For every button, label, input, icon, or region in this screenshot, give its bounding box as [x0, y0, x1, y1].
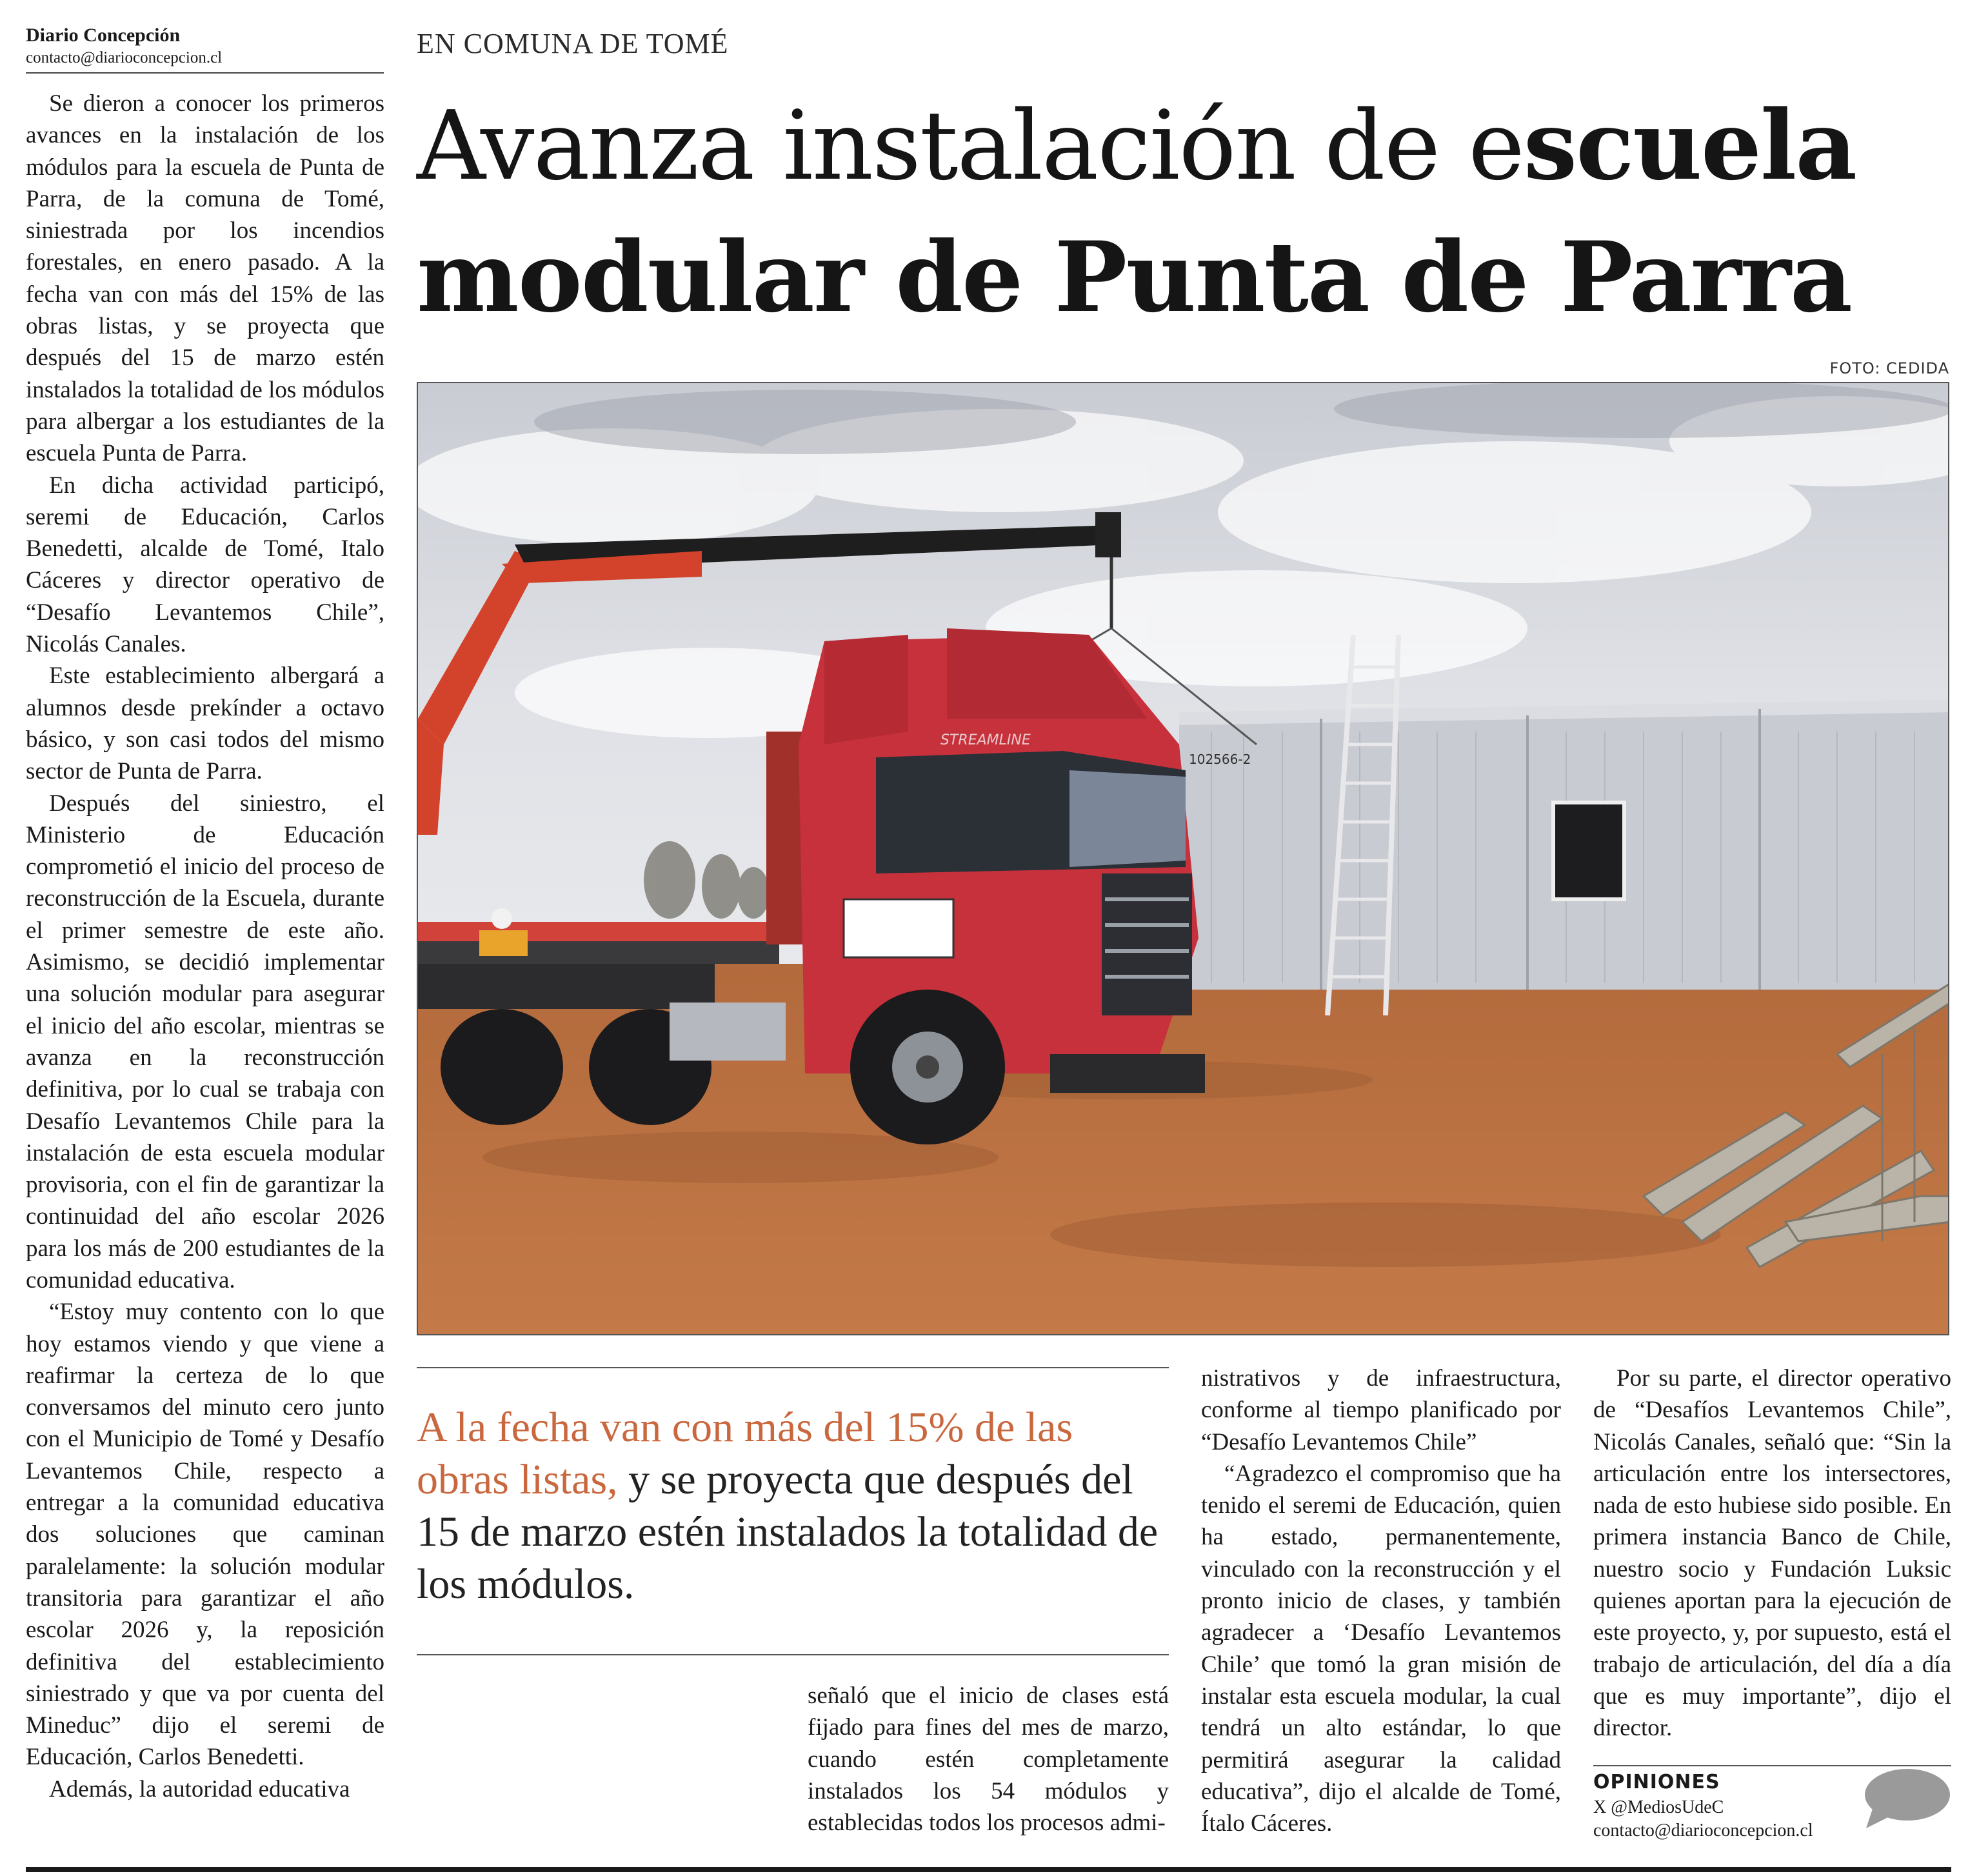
opinions-email[interactable]: contacto@diarioconcepcion.cl [1593, 1821, 1813, 1841]
paragraph: Este establecimiento albergará a alumnos desde prekínder a octavo básico, y son casi todos del mismo sector de Punta de Parra. [26, 663, 384, 785]
publication-name: Diario Concepción [26, 25, 181, 46]
page-footer-rule [26, 1867, 1951, 1872]
truck-brand-label: STREAMLINE [940, 732, 1031, 748]
opinions-title: OPINIONES [1593, 1771, 1720, 1793]
photo-illustration [418, 383, 1949, 1335]
paragraph: nistrativos y de infraestructura, conforme al tiempo planificado por “Desafío Levantemos Chile” [1201, 1365, 1561, 1455]
paragraph: Después del siniestro, el Ministerio de Educación comprometió el inicio del proceso de reconstrucción de la Escuela, durante el primer semestre de este año. Asimismo, se decidió implementar una solución modular para asegurar el inicio del año escolar, mientras se avanza en la reconstrucción definitiva, por lo cual se trabaja con Desafío Levantemos Chile para la instalación de esta escuela modular provisoria, con el fin de garantizar la continuidad del año escolar 2026 para los más de 200 estudiantes de la comunidad educativa. [26, 790, 384, 1293]
speech-bubble-icon [1861, 1766, 1951, 1831]
article-photo [417, 382, 1949, 1335]
pullquote-rule-top [417, 1367, 1169, 1368]
headline-line-1 [417, 90, 1856, 201]
truck-door-label: JGZB-69 [857, 910, 932, 930]
article-body-left-column [26, 88, 384, 1805]
article-body-right-column-1 [1201, 1362, 1561, 1839]
photo-credit: FOTO: CEDIDA [1829, 359, 1949, 377]
pullquote-rule-bottom [417, 1654, 1169, 1655]
masthead-divider [26, 72, 384, 74]
pullquote [417, 1401, 1169, 1610]
article-body-right-column-2 [1593, 1362, 1951, 1744]
paragraph: señaló que el inicio de clases está fijado para fines del mes de marzo, cuando estén completamente instalados los 54 módulos y establecidas todos los procesos admi- [808, 1682, 1169, 1837]
article-kicker: EN COMUNA DE TOMÉ [417, 28, 729, 59]
headline-line-1-bold: scuela [1523, 89, 1856, 201]
publication-email: contacto@diarioconcepcion.cl [26, 49, 223, 66]
headline-line-2: modular de Punta de Parra [417, 221, 1852, 334]
pullquote-rest: y se proyecta que después del 15 de marzo estén instalados la totalidad de los módulos. [417, 1456, 1159, 1608]
paragraph: “Estoy muy contento con lo que hoy estamos viendo y que viene a reafirmar la certeza de lo que conversamos del minuto cero junto con el Municipio de Tomé y Desafío Levantemos Chile, respecto a entregar a la comunidad educativa dos soluciones que caminan paralelamente: la solución modular transitoria para garantizar el año escolar 2026 y, la reposición definitiva del establecimiento siniestrado y que va por cuenta del Mineduc” dijo el seremi de Educación, Carlos Benedetti. [26, 1299, 384, 1771]
opinions-handle[interactable]: X @MediosUdeC [1593, 1797, 1724, 1817]
paragraph: Además, la autoridad educativa [49, 1775, 350, 1802]
module-window [1553, 803, 1624, 899]
headline-line-1-light: Avanza instalación de e [417, 90, 1524, 201]
modular-classrooms [1179, 699, 1949, 990]
module-label: 102566-2 [1189, 752, 1251, 767]
paragraph: Por su parte, el director operativo de “Desafíos Levantemos Chile”, Nicolás Canales, señaló que: “Sin la articulación entre los intersectores, nada de esto hubiese sido posible. En primera instancia Banco de Chile, nuestro socio y Fundación Luksic quienes aportan para la ejecución de este proyecto, y, por supuesto, está el trabajo de articulación, del día a día que es muy importante”, dijo el director. [1593, 1365, 1951, 1742]
pullquote-accent: A la fecha van con más del 15% de las obras listas, [417, 1404, 1073, 1503]
paragraph: “Agradezco el compromiso que ha tenido el seremi de Educación, quien ha estado, permanentemente, vinculado con la reconstrucción y el pronto inicio de clases, y también agradecer a ‘Desafío Levantemos Chile’ que tomó la gran misión de instalar esta escuela modular, la cual tendrá un alto estándar, lo que permitirá asegurar la calidad educativa”, dijo el alcalde de Tomé, Ítalo Cáceres. [1201, 1460, 1561, 1837]
article-body-middle-column [808, 1680, 1169, 1839]
paragraph: Se dieron a conocer los primeros avances en la instalación de los módulos para la escuela de Punta de Parra, de la comuna de Tomé, siniestrada por los incendios forestales, en enero pasado. A la fecha van con más del 15% de las obras listas, y se proyecta que después del 15 de marzo estén instalados la totalidad de los módulos para albergar a los estudiantes de la escuela Punta de Parra. [26, 90, 384, 467]
paragraph: En dicha actividad participó, seremi de Educación, Carlos Benedetti, alcalde de Tomé, Italo Cáceres y director operativo de “Desafío Levantemos Chile”, Nicolás Canales. [26, 472, 384, 658]
